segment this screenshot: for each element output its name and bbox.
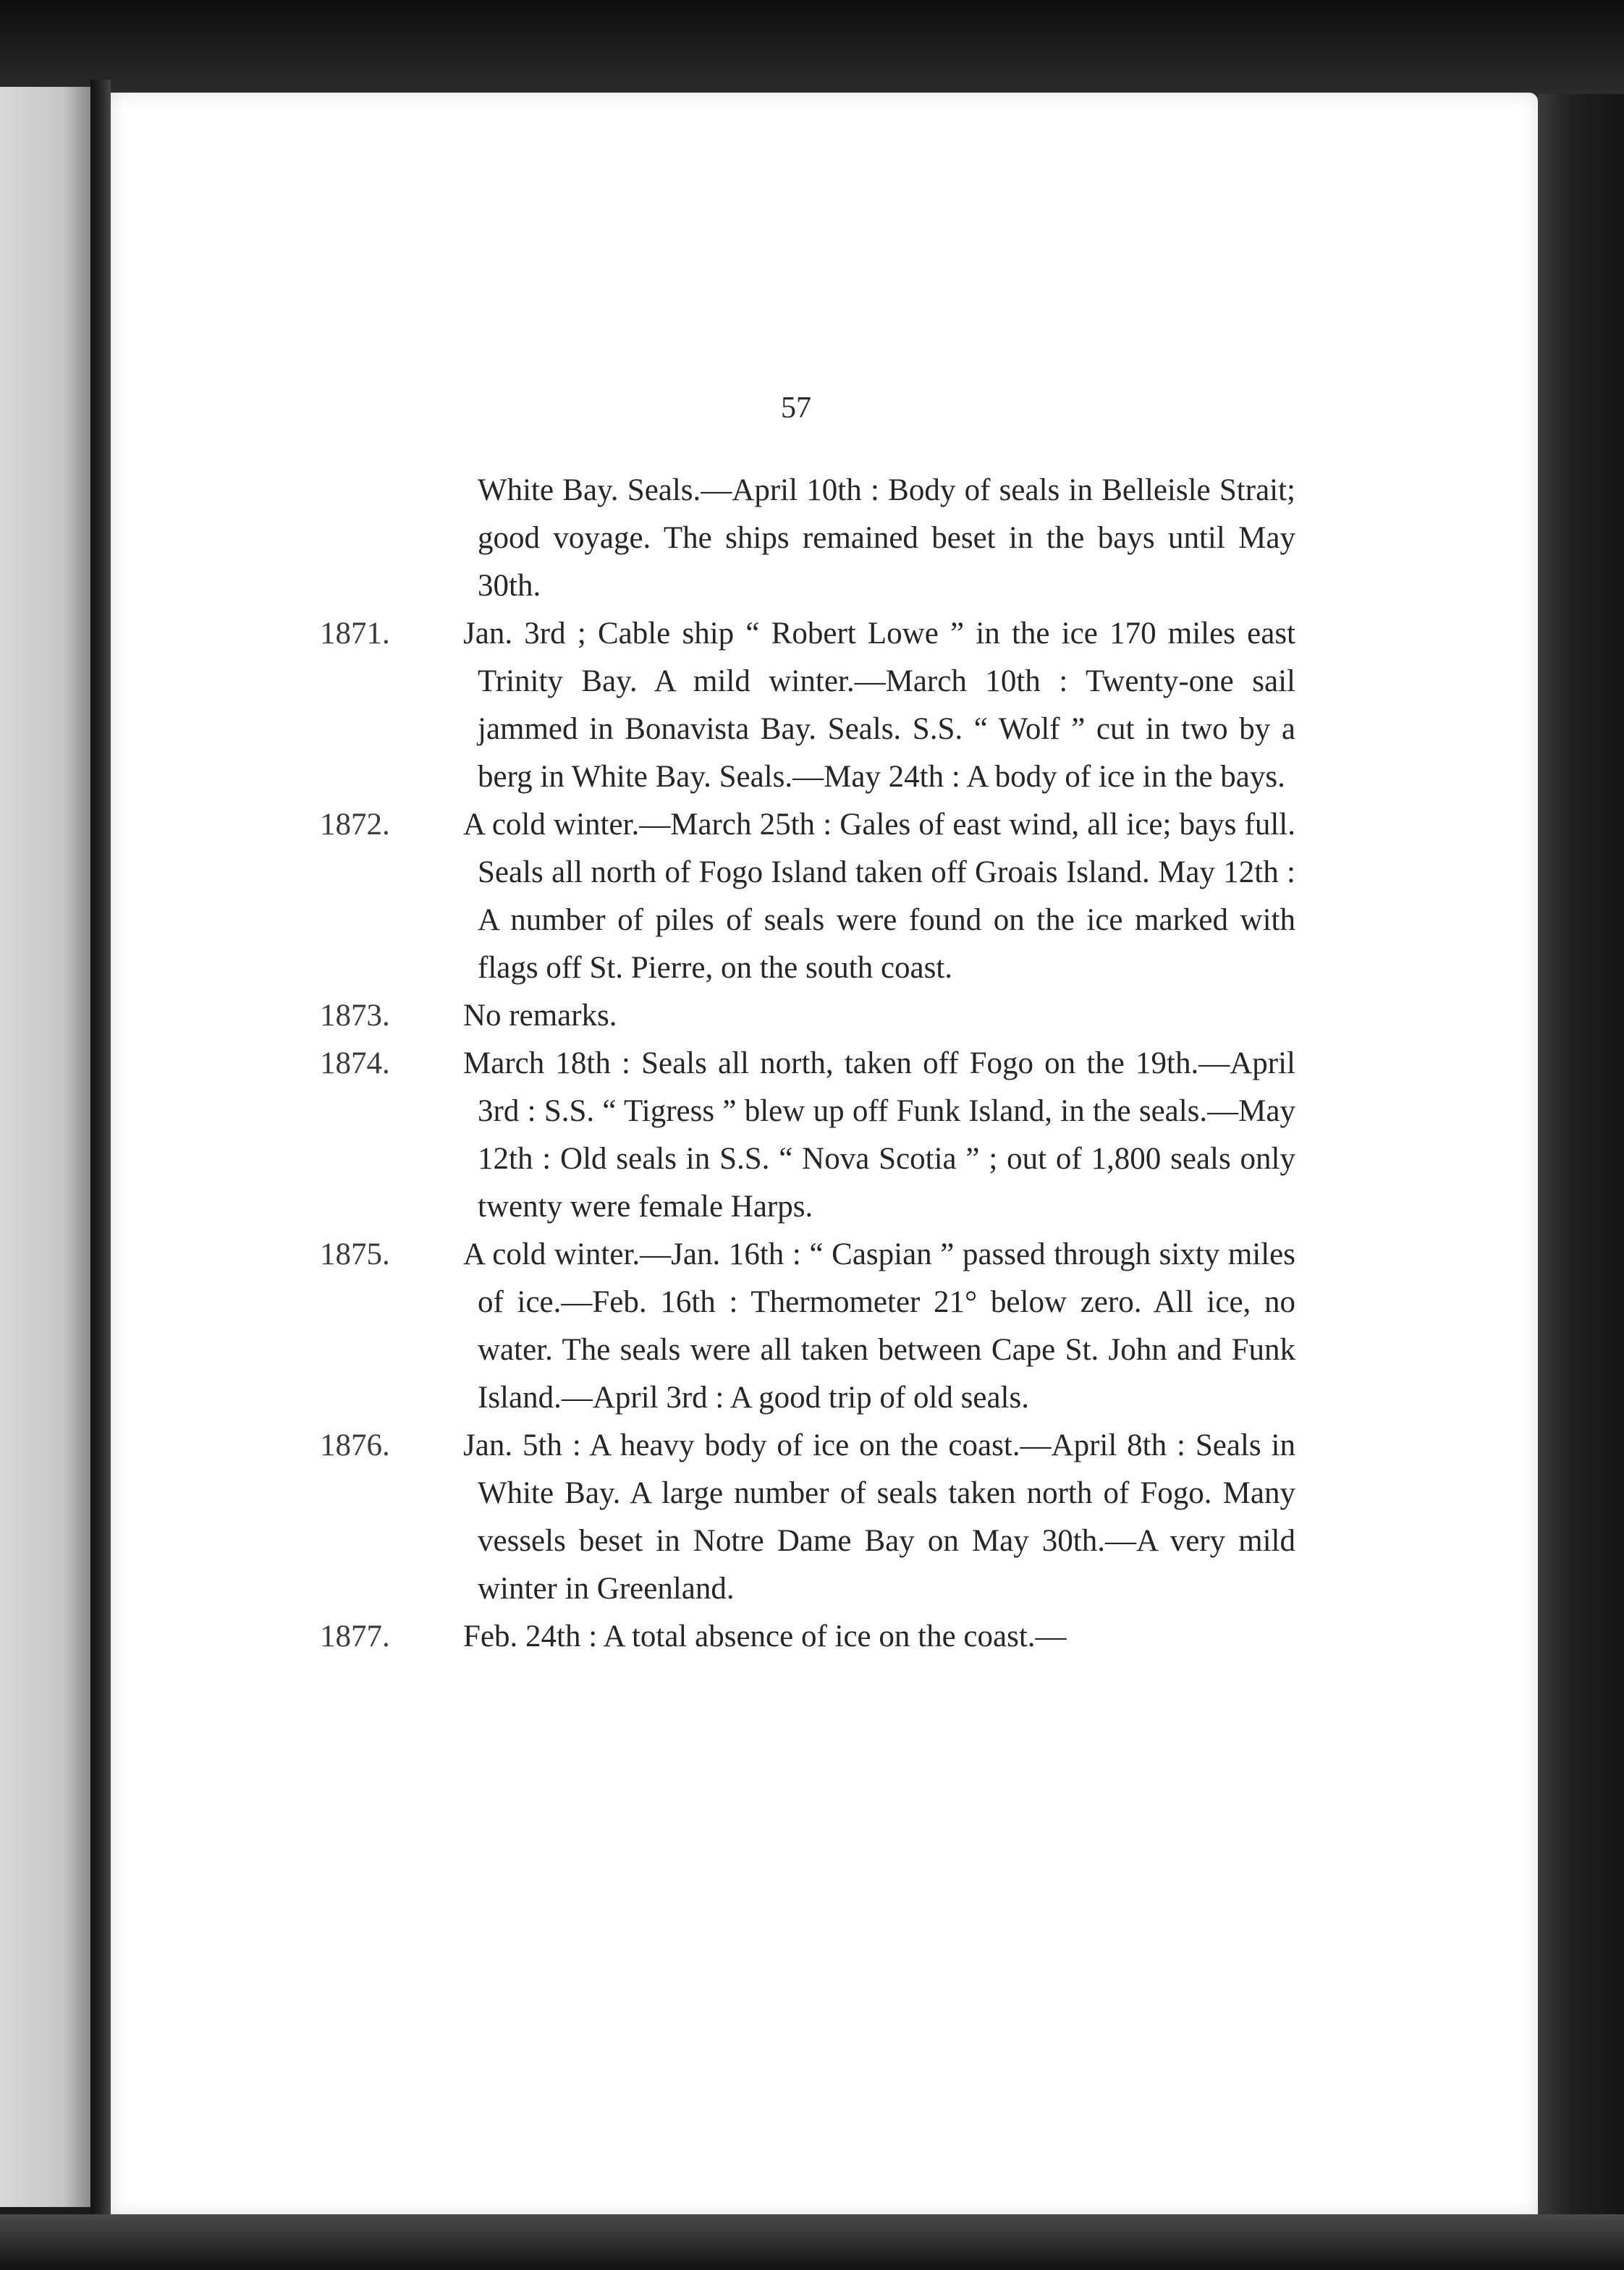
entry-year: 1872. [320,808,390,842]
entry-year: 1871. [320,617,390,651]
entry-1876 [318,1422,1295,1613]
right-background [1538,94,1624,2270]
chronology-entries [318,467,1295,1661]
entry-1875 [318,1231,1295,1422]
entry-text: Feb. 24th : A total absence of ice on the coast.— [463,1619,1067,1653]
entry-text: No remarks. [463,999,617,1033]
entry-year: 1876. [320,1428,390,1462]
entry-1872 [318,801,1295,992]
book-gutter [90,80,111,2214]
entry-year: 1873. [320,999,390,1033]
entry-1877 [318,1613,1295,1661]
entry-1874 [318,1040,1295,1231]
entry-year: 1877. [320,1619,390,1653]
entry-text: Jan. 3rd ; Cable ship “ Robert Lowe ” in the ice 170 miles east Trinity Bay. A mild winter.—March 10th : Twenty-one sail jammed in Bonavista Bay. Seals. S.S. “ Wolf ” cut in two by a berg in White Bay. Seals.—May 24th : A body of ice in the bays. [463,617,1295,794]
entry-continuation [318,467,1295,610]
previous-page-edge [0,87,90,2207]
entry-text: A cold winter.—Jan. 16th : “ Caspian ” passed through sixty miles of ice.—Feb. 16th : Thermometer 21° below zero. All ice, no water. The seals were all taken between Cape St. John and Funk Island.—April 3rd : A good trip of old seals. [463,1237,1295,1415]
entry-year: 1875. [320,1237,390,1271]
entry-1871 [318,610,1295,801]
page-number: 57 [781,391,811,425]
entry-text: March 18th : Seals all north, taken off Fogo on the 19th.—April 3rd : S.S. “ Tigress ” blew up off Funk Island, in the seals.—May 12th : Old seals in S.S. “ Nova Scotia ” ; out of 1,800 seals only twenty were female Harps. [463,1046,1295,1224]
entry-text: A cold winter.—March 25th : Gales of east wind, all ice; bays full. Seals all north of Fogo Island taken off Groais Island. May 12th : A number of piles of seals were found on the ice marked with flags off St. Pierre, on the south coast. [463,808,1295,985]
entry-text: Jan. 5th : A heavy body of ice on the coast.—April 8th : Seals in White Bay. A large number of seals taken north of Fogo. Many vessels beset in Notre Dame Bay on May 30th.—A very mild winter in Greenland. [463,1428,1295,1606]
entry-year: 1874. [320,1046,390,1080]
entry-text: White Bay. Seals.—April 10th : Body of seals in Belleisle Strait; good voyage. The ships remained beset in the bays until May 30th. [478,473,1295,603]
entry-1873 [318,992,1295,1040]
bottom-background [0,2214,1624,2270]
